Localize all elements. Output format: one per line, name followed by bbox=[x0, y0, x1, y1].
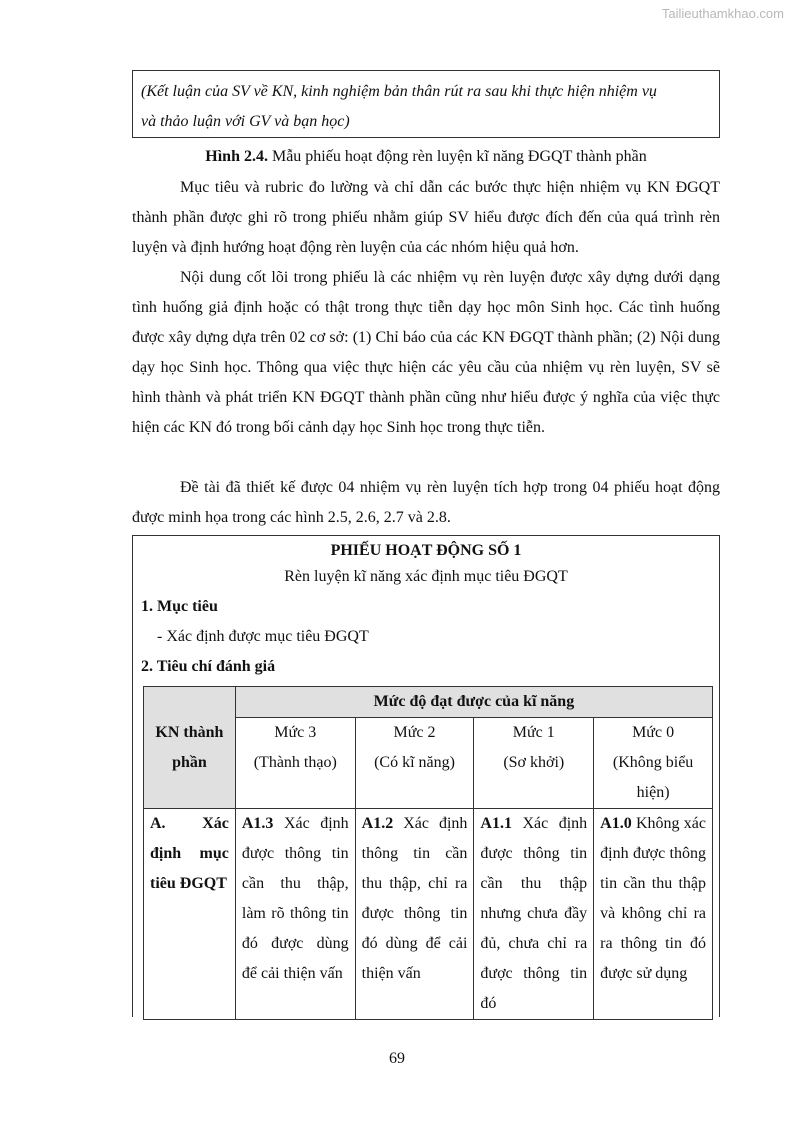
level-code: A1.0 bbox=[600, 815, 632, 832]
level-desc: (Thành thạo) bbox=[253, 754, 337, 771]
criteria-heading: 2. Tiêu chí đánh giá bbox=[141, 658, 276, 675]
level-desc: (Không biểu hiện) bbox=[612, 754, 694, 801]
level-cell bbox=[474, 809, 594, 1020]
paragraph-1: Mục tiêu và rubric đo lường và chỉ dẫn các bước thực hiện nhiệm vụ KN ĐGQT thành phần được ghi rõ trong phiếu nhằm giúp SV hiểu được đích đến của quá trình rèn luyện và định hướng hoạt động rèn luyện của các nhóm hiệu quả hơn. bbox=[132, 179, 720, 256]
level-header bbox=[594, 718, 713, 809]
activity-worksheet bbox=[132, 535, 720, 1017]
rubric-criterion-row bbox=[144, 809, 713, 1020]
skill-name-cell: A. Xác định mục tiêu ĐGQT bbox=[144, 809, 236, 1020]
watermark-text: Tailieuthamkhao.com bbox=[661, 6, 784, 21]
objective-heading: 1. Mục tiêu bbox=[141, 598, 218, 615]
level-cell bbox=[235, 809, 355, 1020]
conclusion-note-box bbox=[132, 70, 720, 138]
worksheet-title: PHIẾU HOẠT ĐỘNG SỐ 1 bbox=[330, 542, 522, 559]
figure-caption bbox=[132, 145, 720, 169]
objective-item: - Xác định được mục tiêu ĐGQT bbox=[157, 628, 369, 645]
level-name: Mức 1 bbox=[512, 724, 555, 741]
level-desc: (Sơ khởi) bbox=[503, 754, 565, 771]
note-line-1: (Kết luận của SV về KN, kinh nghiệm bản thân rút ra sau khi thực hiện nhiệm vụ bbox=[141, 83, 657, 100]
level-code: A1.1 bbox=[480, 815, 512, 832]
note-line-2: và thảo luận với GV và bạn học) bbox=[141, 113, 350, 130]
level-header bbox=[235, 718, 355, 809]
skill-column-header: KN thành phần bbox=[144, 687, 236, 809]
level-desc: (Có kĩ năng) bbox=[374, 754, 455, 771]
level-code: A1.2 bbox=[361, 815, 394, 832]
rubric-table bbox=[143, 686, 713, 1020]
level-name: Mức 3 bbox=[274, 724, 317, 741]
level-name: Mức 2 bbox=[393, 724, 436, 741]
figure-caption-text: Mẫu phiếu hoạt động rèn luyện kĩ năng ĐGQT thành phần bbox=[267, 148, 647, 165]
level-cell bbox=[594, 809, 713, 1020]
worksheet-subtitle: Rèn luyện kĩ năng xác định mục tiêu ĐGQT bbox=[284, 568, 568, 585]
rubric-header-row bbox=[144, 687, 713, 718]
level-group-header: Mức độ đạt được của kĩ năng bbox=[235, 687, 712, 718]
level-text: Xác định được thông tin cần thu thập nhưng chưa đầy đủ, chưa chỉ ra được thông tin đó bbox=[480, 815, 588, 1012]
paragraph-3: Đề tài đã thiết kế được 04 nhiệm vụ rèn luyện tích hợp trong 04 phiếu hoạt động được minh họa trong các hình 2.5, 2.6, 2.7 và 2.8. bbox=[132, 479, 720, 526]
level-name: Mức 0 bbox=[632, 724, 675, 741]
figure-label: Hình 2.4. bbox=[205, 148, 268, 165]
level-cell bbox=[355, 809, 474, 1020]
level-header bbox=[355, 718, 474, 809]
level-text: Không xác định được thông tin cần thu thập và không chỉ ra ra thông tin đó được sử dụng bbox=[600, 815, 706, 982]
level-header bbox=[474, 718, 594, 809]
paragraph-2: Nội dung cốt lõi trong phiếu là các nhiệm vụ rèn luyện được xây dựng dưới dạng tình huống giả định hoặc có thật trong thực tiễn dạy học môn Sinh học. Các tình huống được xây dựng dựa trên 02 cơ sở: (1) Chỉ báo của các KN ĐGQT thành phần; (2) Nội dung dạy học Sinh học. Thông qua việc thực hiện các yêu cầu của nhiệm vụ rèn luyện, SV sẽ hình thành và phát triển KN ĐGQT thành phần cũng như hiểu được ý nghĩa của việc thực hiện các KN đó trong bối cảnh dạy học Sinh học trong thực tiễn. bbox=[132, 269, 720, 436]
level-text: Xác định được thông tin cần thu thập, làm rõ thông tin đó được dùng để cải thiện vấn bbox=[241, 815, 349, 982]
level-code: A1.3 bbox=[241, 815, 274, 832]
level-text: Xác định thông tin cần thu thập, chỉ ra được thông tin đó dùng để cải thiện vấn bbox=[361, 815, 468, 982]
page-number: 69 bbox=[389, 1050, 405, 1067]
